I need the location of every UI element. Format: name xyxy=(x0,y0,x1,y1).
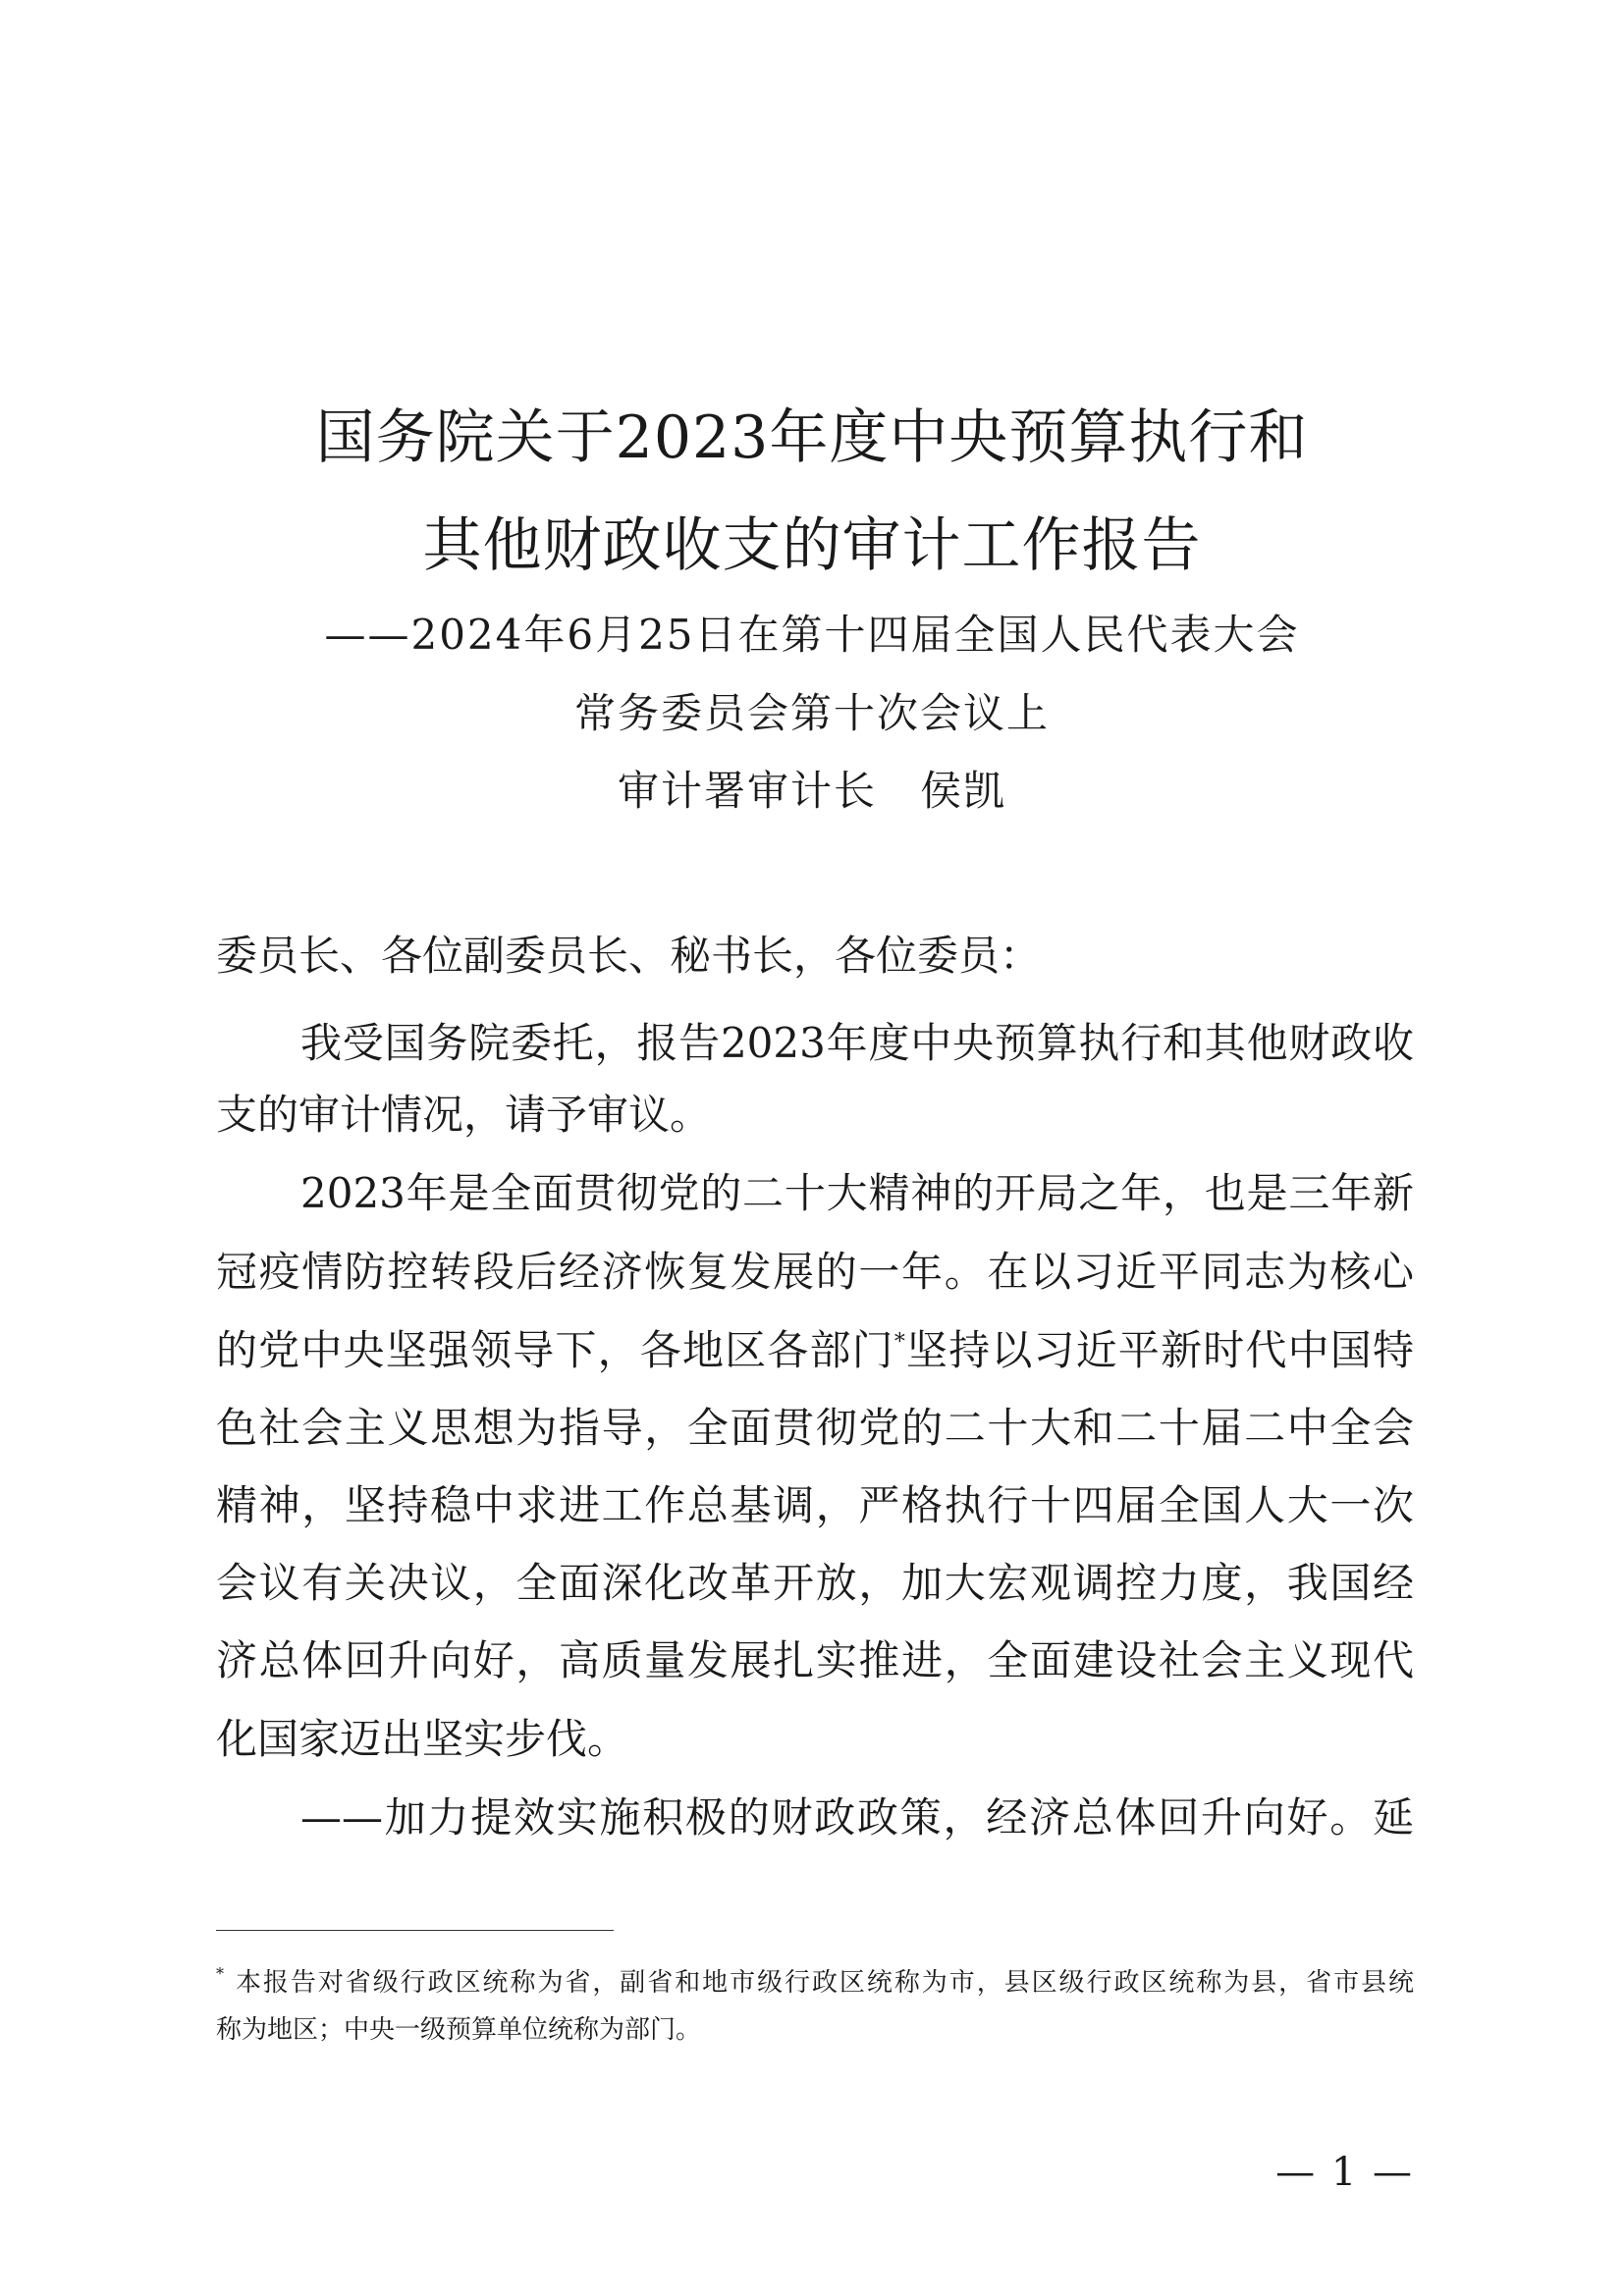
document-author: 审计署审计长 侯凯 xyxy=(617,767,1006,815)
paragraph-2-line-4: 色社会主义思想为指导，全面贯彻党的二十大和二十届二中全会 xyxy=(216,1404,1414,1452)
document-title-line-2: 其他财政收支的审计工作报告 xyxy=(422,511,1202,580)
paragraph-1-line-2: 支的审计情况，请予审议。 xyxy=(216,1091,712,1139)
paragraph-2-line-7: 济总体回升向好，高质量发展扎实推进，全面建设社会主义现代 xyxy=(216,1636,1414,1684)
paragraph-2-line-1: 2023年是全面贯彻党的二十大精神的开局之年，也是三年新 xyxy=(300,1169,1414,1217)
paragraph-3-line-1: ——加力提效实施积极的财政政策，经济总体回升向好。延 xyxy=(300,1793,1414,1842)
page-number: — 1 — xyxy=(1275,2150,1414,2195)
paragraph-2-line-5: 精神，坚持稳中求进工作总基调，严格执行十四届全国人大一次 xyxy=(216,1481,1414,1529)
document-subtitle-line-2: 常务委员会第十次会议上 xyxy=(573,689,1050,737)
paragraph-2-line-2: 冠疫情防控转段后经济恢复发展的一年。在以习近平同志为核心 xyxy=(216,1248,1414,1296)
footnote-divider xyxy=(216,1930,614,1931)
document-title-line-1: 国务院关于2023年度中央预算执行和 xyxy=(315,403,1309,472)
paragraph-1-line-1: 我受国务院委托，报告2023年度中央预算执行和其他财政收 xyxy=(300,1019,1414,1067)
footnote-line-2: 称为地区；中央一级预算单位统称为部门。 xyxy=(216,2015,702,2045)
paragraph-2-line-8: 化国家迈出坚实步伐。 xyxy=(216,1715,629,1763)
document-subtitle-line-1: ——2024年6月25日在第十四届全国人民代表大会 xyxy=(324,611,1300,659)
paragraph-2-line-6: 会议有关决议，全面深化改革开放，加大宏观调控力度，我国经 xyxy=(216,1559,1414,1607)
footnote-text-1: 本报告对省级行政区统称为省，副省和地市级行政区统称为市，县区级行政区统称为县，省市县统 xyxy=(234,1968,1414,1998)
paragraph-2-line-3-part-2: 坚持以习近平新时代中国特 xyxy=(904,1326,1414,1374)
footnote-line-1 xyxy=(216,1965,1414,2001)
footnote-reference-mark: * xyxy=(893,1330,905,1355)
paragraph-2-line-3-part-1: 的党中央坚强领导下，各地区各部门 xyxy=(216,1326,894,1374)
salutation: 委员长、各位副委员长、秘书长，各位委员： xyxy=(216,932,1042,980)
footnote-marker: * xyxy=(216,1964,224,1983)
paragraph-2-line-3 xyxy=(216,1324,1414,1377)
